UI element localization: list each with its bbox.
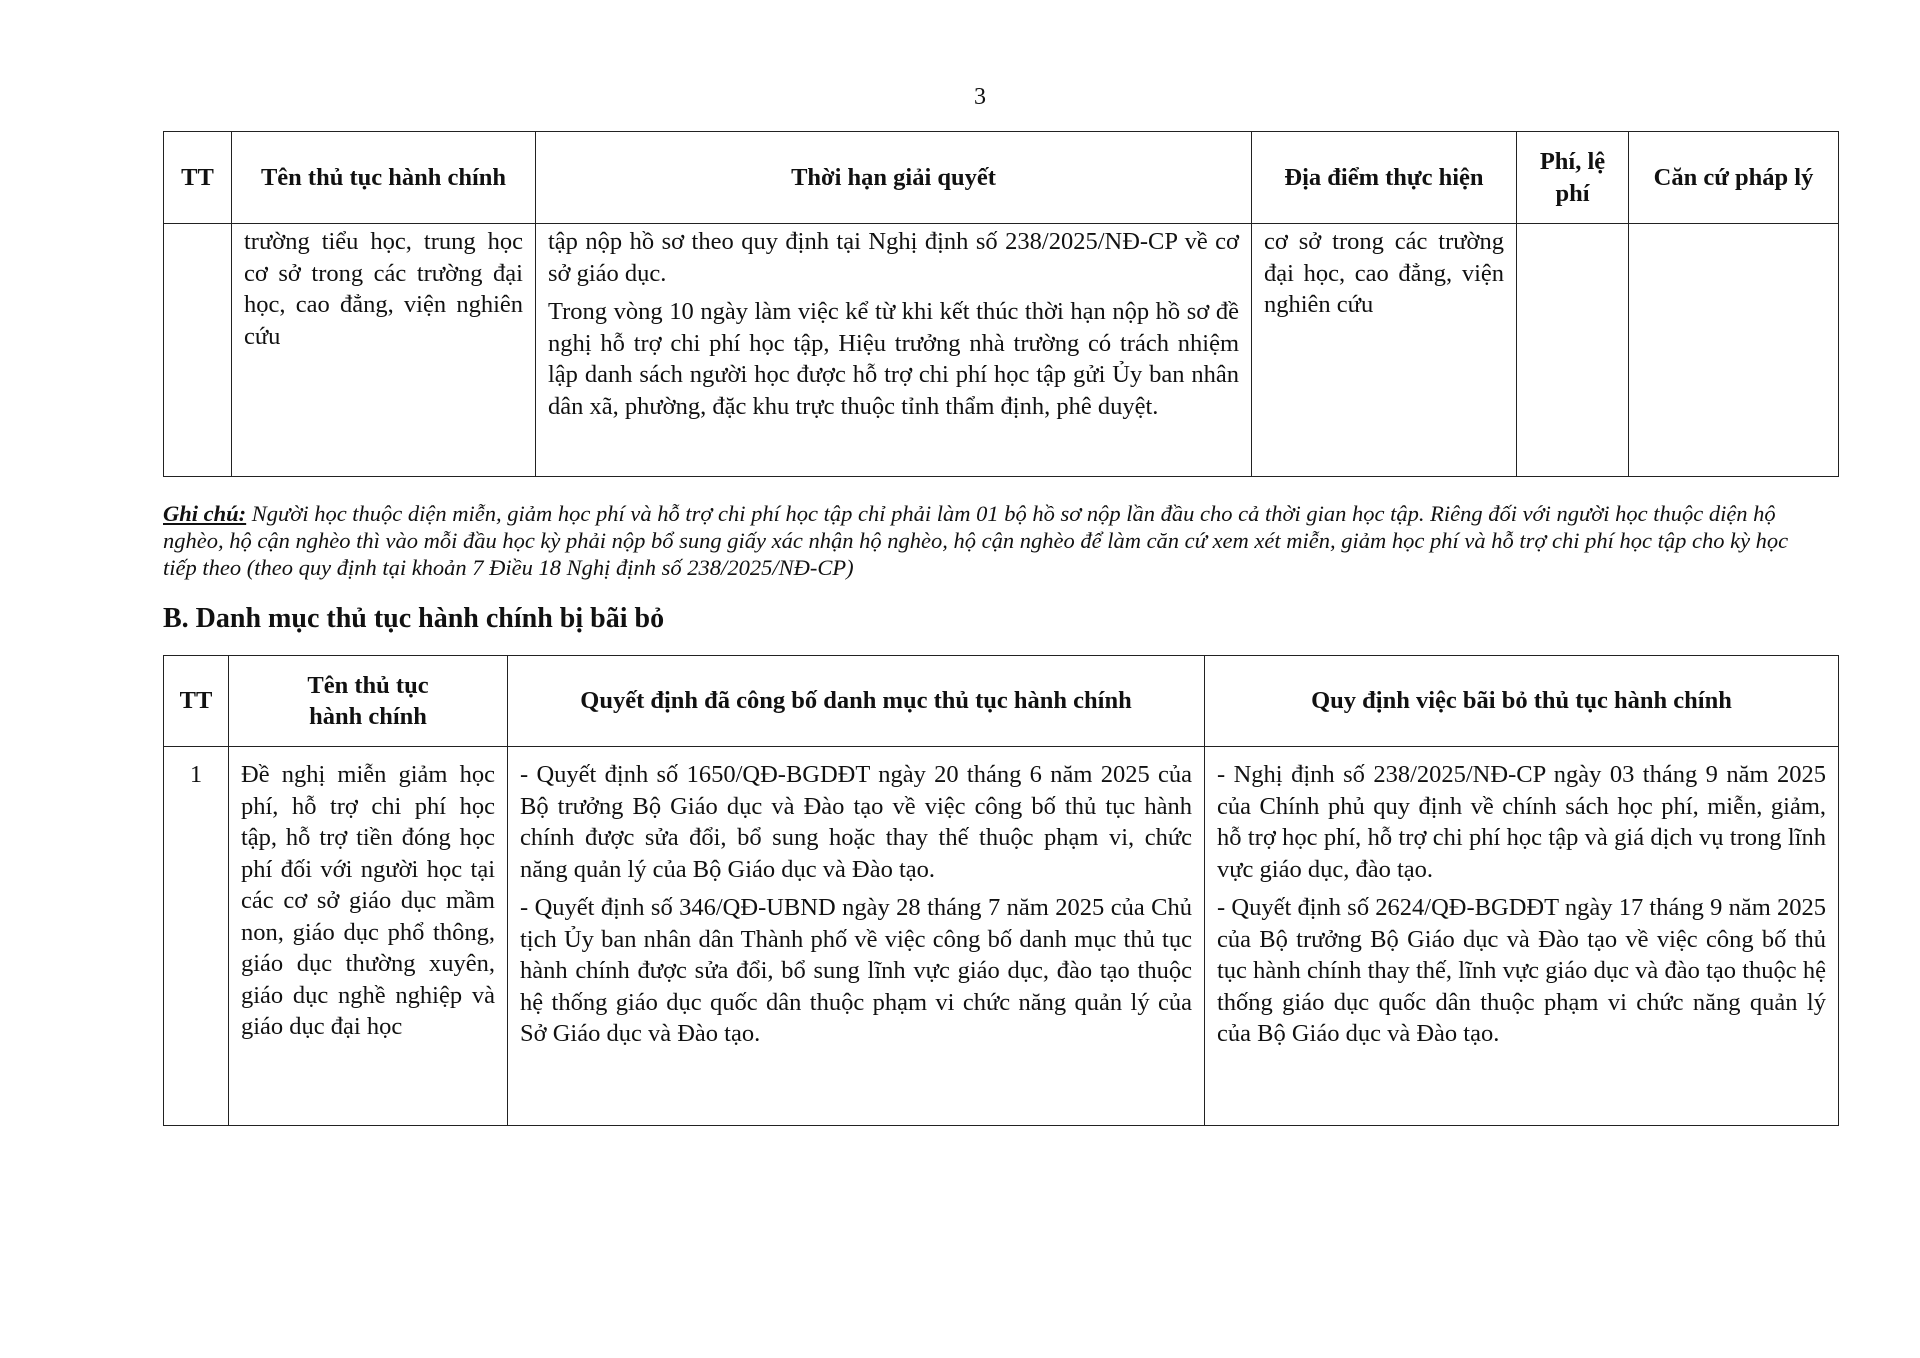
procedures-table	[163, 131, 1839, 477]
table-row	[164, 747, 1839, 1126]
cell-procedure-name: trường tiểu học, trung học cơ sở trong các trường đại học, cao đẳng, viện nghiên cứu	[232, 224, 536, 477]
note	[163, 500, 1823, 581]
header-tt: TT	[164, 132, 232, 224]
header-decision: Quyết định đã công bố danh mục thủ tục hành chính	[508, 656, 1205, 747]
note-text: Người học thuộc diện miễn, giảm học phí và hỗ trợ chi phí học tập chỉ phải làm 01 bộ hồ sơ nộp lần đầu cho cả thời gian học tập. Riêng đối với người học thuộc diện hộ nghèo, hộ cận nghèo thì vào mỗi đầu học kỳ phải nộp bổ sung giấy xác nhận hộ nghèo, hộ cận nghèo để làm căn cứ xem xét miễn, giảm học phí và hỗ trợ chi phí học tập cho kỳ học tiếp theo (theo quy định tại khoản 7 Điều 18 Nghị định số 238/2025/NĐ-CP)	[163, 501, 1789, 580]
note-label: Ghi chú:	[163, 501, 247, 526]
cell-decision	[508, 747, 1205, 1126]
header-deadline: Thời hạn giải quyết	[536, 132, 1252, 224]
deadline-paragraph: tập nộp hồ sơ theo quy định tại Nghị định số 238/2025/NĐ-CP về cơ sở giáo dục.	[548, 228, 1239, 287]
header-procedure-name: Tên thủ tục hành chính	[229, 656, 508, 747]
header-location: Địa điểm thực hiện	[1252, 132, 1517, 224]
regulation-paragraph: - Nghị định số 238/2025/NĐ-CP ngày 03 tháng 9 năm 2025 của Chính phủ quy định về chính sách học phí, miễn, giảm, hỗ trợ học phí, hỗ trợ chi phí học tập và giá dịch vụ trong lĩnh vực giáo dục, đào tạo.	[1217, 761, 1826, 883]
table-header-row	[164, 656, 1839, 747]
page-number: 3	[974, 84, 986, 110]
header-legal-basis: Căn cứ pháp lý	[1629, 132, 1839, 224]
cell-procedure-name: Đề nghị miễn giảm học phí, hỗ trợ chi phí học tập, hỗ trợ tiền đóng học phí đối với người học tại các cơ sở giáo dục mầm non, giáo dục phổ thông, giáo dục thường xuyên, giáo dục nghề nghiệp và giáo dục đại học	[229, 747, 508, 1126]
cell-tt: 1	[164, 747, 229, 1126]
abolished-procedures-table	[163, 655, 1839, 1126]
decision-paragraph: - Quyết định số 1650/QĐ-BGDĐT ngày 20 tháng 6 năm 2025 của Bộ trưởng Bộ Giáo dục và Đào tạo về việc công bố thủ tục hành chính được sửa đổi, bổ sung hoặc thay thế thuộc phạm vi, chức năng quản lý của Bộ Giáo dục và Đào tạo.	[520, 761, 1192, 883]
regulation-paragraph: - Quyết định số 2624/QĐ-BGDĐT ngày 17 tháng 9 năm 2025 của Bộ trưởng Bộ Giáo dục và Đào tạo về việc công bố thủ tục hành chính thay thế, lĩnh vực giáo dục và đào tạo thuộc hệ thống giáo dục quốc dân thuộc phạm vi chức năng quản lý của Bộ Giáo dục và Đào tạo.	[1217, 894, 1826, 1047]
deadline-paragraph: Trong vòng 10 ngày làm việc kể từ khi kết thúc thời hạn nộp hồ sơ đề nghị hỗ trợ chi phí học tập, Hiệu trưởng nhà trường có trách nhiệm lập danh sách người học được hỗ trợ chi phí học tập gửi Ủy ban nhân dân xã, phường, đặc khu trực thuộc tỉnh thẩm định, phê duyệt.	[548, 298, 1239, 420]
header-regulation: Quy định việc bãi bỏ thủ tục hành chính	[1205, 656, 1839, 747]
section-b-heading: B. Danh mục thủ tục hành chính bị bãi bỏ	[163, 603, 665, 634]
cell-deadline	[536, 224, 1252, 477]
cell-fee	[1517, 224, 1629, 477]
header-tt: TT	[164, 656, 229, 747]
header-fee: Phí, lệ phí	[1517, 132, 1629, 224]
header-procedure-name: Tên thủ tục hành chính	[232, 132, 536, 224]
cell-legal-basis	[1629, 224, 1839, 477]
cell-tt	[164, 224, 232, 477]
cell-location: cơ sở trong các trường đại học, cao đẳng, viện nghiên cứu	[1252, 224, 1517, 477]
decision-paragraph: - Quyết định số 346/QĐ-UBND ngày 28 tháng 7 năm 2025 của Chủ tịch Ủy ban nhân dân Thành phố về việc công bố danh mục thủ tục hành chính được sửa đổi, bổ sung lĩnh vực giáo dục, đào tạo thuộc hệ thống giáo dục quốc dân thuộc phạm vi chức năng quản lý của Sở Giáo dục và Đào tạo.	[520, 894, 1192, 1047]
table-row	[164, 224, 1839, 477]
cell-regulation	[1205, 747, 1839, 1126]
table-header-row	[164, 132, 1839, 224]
